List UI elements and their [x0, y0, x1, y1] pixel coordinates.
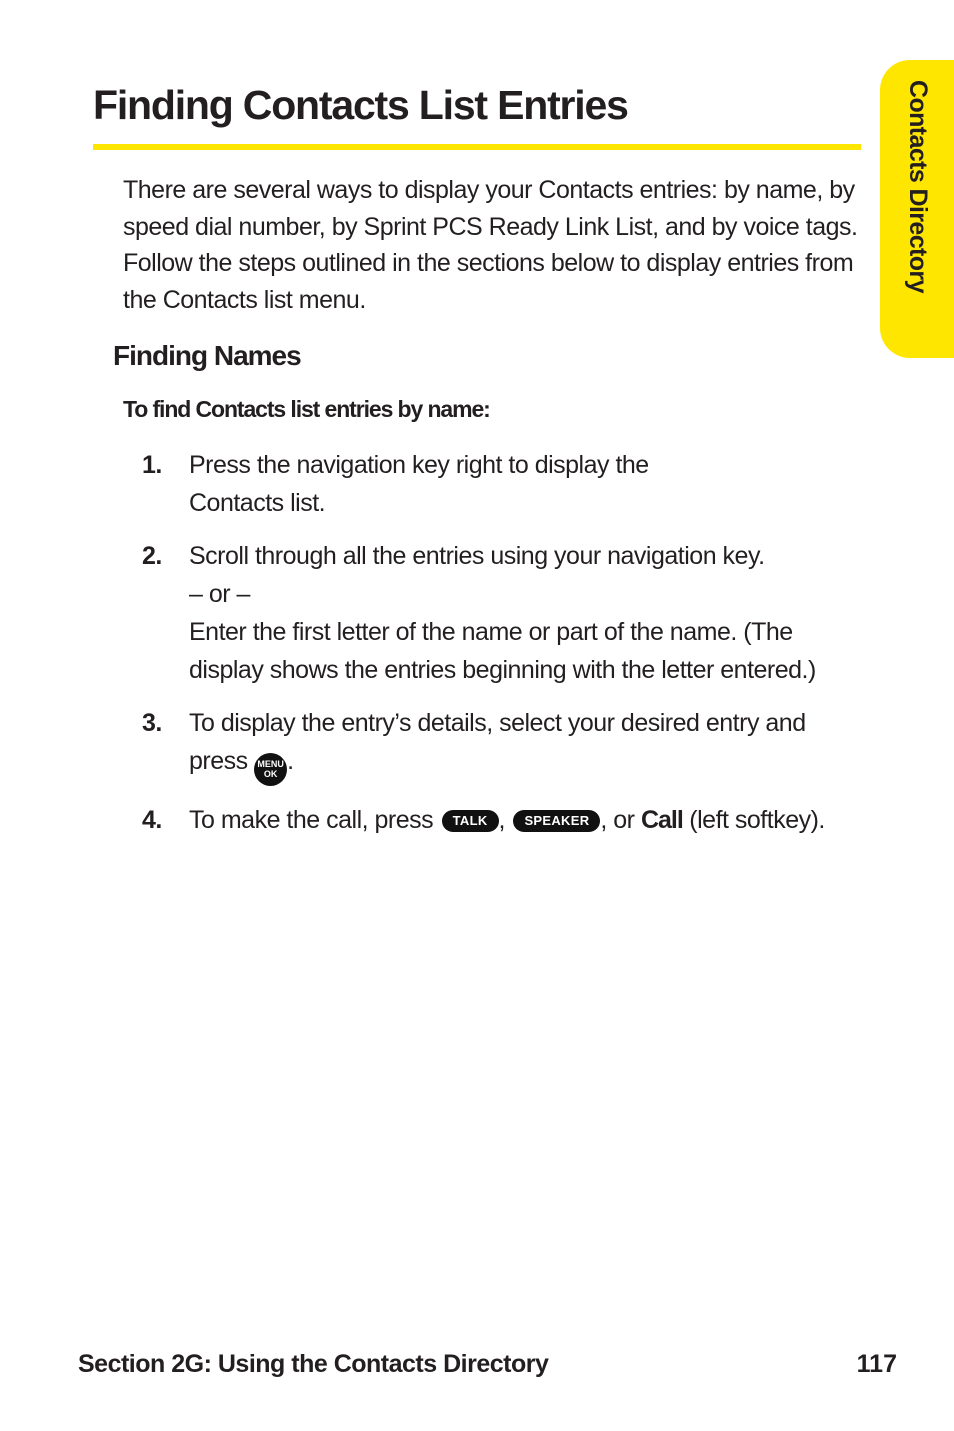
- step-text-end: (left softkey).: [689, 806, 825, 834]
- step-text: Press the navigation key right to display the: [189, 451, 649, 479]
- step-or-separator: – or –: [189, 580, 250, 608]
- step-text: To make the call, press: [189, 806, 434, 834]
- call-softkey-label: Call: [640, 806, 683, 834]
- step-text: To display the entry’s details, select your desired entry and press: [189, 709, 806, 775]
- step-text-end: .: [287, 747, 294, 775]
- side-tab-label: Contacts Directory: [904, 80, 932, 293]
- step-text: Contacts list.: [189, 489, 326, 517]
- step-1: [142, 446, 862, 522]
- procedure-heading: To find Contacts list entries by name:: [123, 396, 490, 422]
- page-number: 117: [856, 1350, 897, 1378]
- step-3: [142, 704, 862, 786]
- ok-key-label: OK: [263, 769, 278, 779]
- menu-ok-key-icon: [254, 753, 287, 786]
- title-underline: [93, 144, 861, 150]
- steps-list: [142, 446, 862, 839]
- step-text: Scroll through all the entries using your navigation key.: [189, 542, 765, 570]
- step-number: 3.: [142, 709, 162, 737]
- section-heading: Finding Names: [113, 340, 301, 371]
- step-2: [142, 537, 862, 689]
- step-4: [142, 801, 862, 839]
- talk-key-icon: TALK: [442, 810, 499, 832]
- section-side-tab: [880, 60, 954, 358]
- footer-section-title: Section 2G: Using the Contacts Directory: [78, 1350, 549, 1378]
- step-number: 1.: [142, 451, 162, 479]
- page-title: Finding Contacts List Entries: [93, 82, 628, 128]
- step-number: 2.: [142, 542, 162, 570]
- step-number: 4.: [142, 806, 162, 834]
- step-text: Enter the first letter of the name or part of the name. (The display shows the entries beginning with the letter entered.): [189, 618, 816, 684]
- speaker-key-icon: SPEAKER: [513, 810, 600, 832]
- separator: ,: [498, 806, 505, 834]
- menu-key-label: MENU: [257, 759, 284, 769]
- intro-paragraph: There are several ways to display your Contacts entries: by name, by speed dial number, by Sprint PCS Ready Link List, and by voice tags. Follow the steps outlined in the sections below to display entries from the Contacts list menu.: [123, 176, 858, 315]
- separator: , or: [600, 806, 635, 834]
